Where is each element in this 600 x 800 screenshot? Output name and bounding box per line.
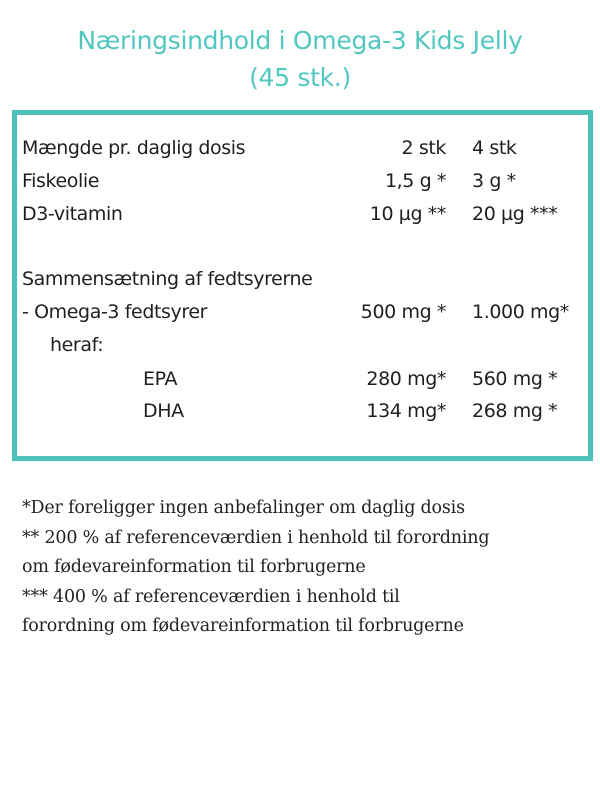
table-row-fatty-acids-heading	[17, 263, 588, 296]
footnotes	[22, 494, 492, 642]
value-4-pieces: 4 stk	[472, 137, 517, 159]
row-label: DHA	[143, 400, 184, 422]
value-2-pieces: 2 stk	[401, 137, 446, 159]
row-label: Mængde pr. daglig dosis	[22, 137, 246, 159]
table-row-heraf	[17, 329, 588, 362]
table-row-omega3	[17, 296, 588, 329]
value-2-pieces: 280 mg*	[366, 368, 446, 390]
row-label: - Omega-3 fedtsyrer	[22, 301, 208, 323]
value-4-pieces: 1.000 mg*	[472, 301, 569, 323]
title-line-1: Næringsindhold i Omega-3 Kids Jelly	[77, 26, 523, 55]
value-4-pieces: 268 mg *	[472, 400, 558, 422]
row-label: D3-vitamin	[22, 203, 123, 225]
table-row-dha	[17, 395, 588, 428]
value-2-pieces: 10 µg **	[369, 203, 446, 225]
footnote-400-percent: *** 400 % af referenceværdien i henhold til forordning om fødevareinformation til forbrugerne	[22, 586, 464, 636]
table-row-daily-dose	[17, 132, 588, 165]
page-title	[0, 22, 600, 96]
value-2-pieces: 1,5 g *	[384, 170, 446, 192]
table-row-fish-oil	[17, 165, 588, 198]
row-label: Sammensætning af fedtsyrerne	[22, 268, 313, 290]
value-4-pieces: 3 g *	[472, 170, 516, 192]
value-2-pieces: 500 mg *	[360, 301, 446, 323]
value-2-pieces: 134 mg*	[366, 400, 446, 422]
title-line-2: (45 stk.)	[249, 63, 351, 92]
footnote-no-recommendation: *Der foreligger ingen anbefalinger om daglig dosis	[22, 498, 465, 518]
table-row-epa	[17, 363, 588, 396]
row-label: Fiskeolie	[22, 170, 100, 192]
value-4-pieces: 20 µg ***	[472, 203, 558, 225]
row-label: heraf:	[50, 334, 104, 356]
table-row-d3-vitamin	[17, 198, 588, 231]
nutrition-table	[12, 110, 593, 461]
value-4-pieces: 560 mg *	[472, 368, 558, 390]
row-label: EPA	[143, 368, 178, 390]
footnote-200-percent: ** 200 % af referenceværdien i henhold til forordning om fødevareinformation til forbrugerne	[22, 527, 490, 577]
